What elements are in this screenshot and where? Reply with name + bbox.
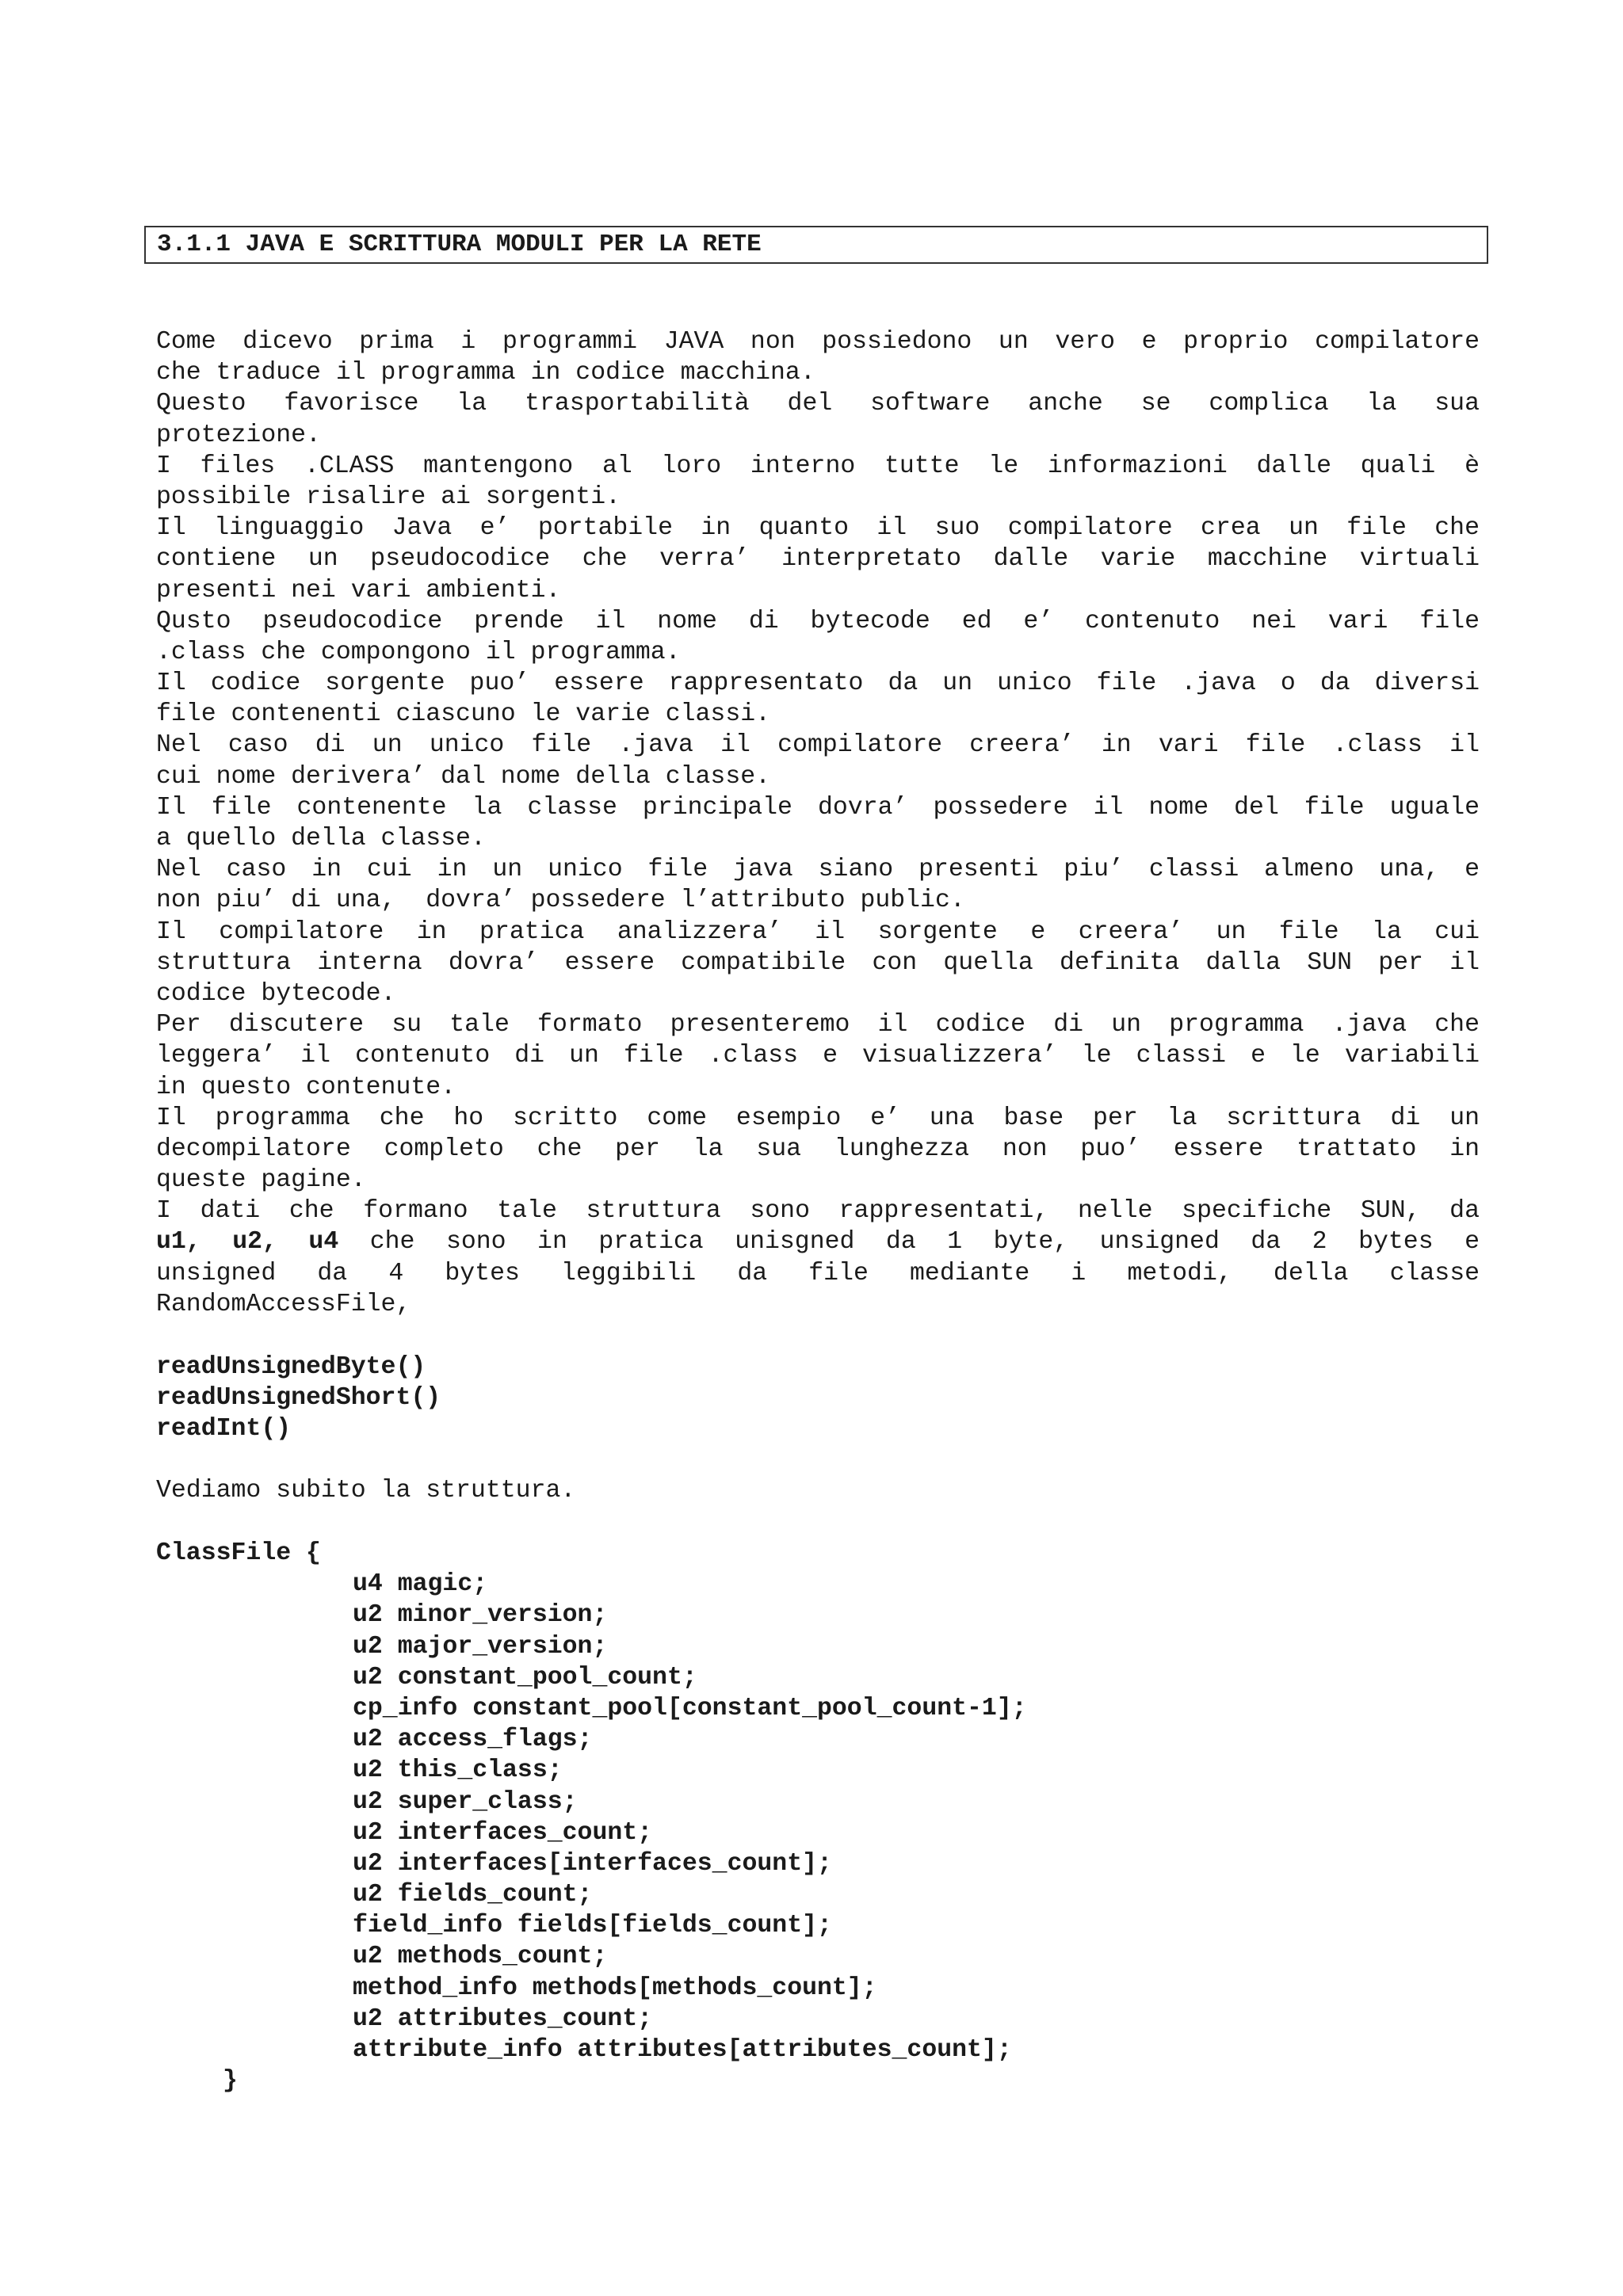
body-line: .class che compongono il programma. [156,638,681,666]
body-line: Questo favorisce la trasportabilità del software anche se complica la sua [156,390,1480,418]
code-field: u2 interfaces[interfaces_count]; [353,1849,832,1878]
code-field: u2 fields_count; [353,1881,593,1909]
code-field: method_info methods[methods_count]; [353,1974,877,2002]
body-line: contiene un pseudocodice che verra’ interpretato dalle varie macchine virtuali [156,545,1480,574]
body-line: che traduce il programma in codice macchina. [156,359,815,387]
code-open: ClassFile { [156,1539,321,1567]
body-paragraph-lines [156,326,1480,1226]
body-line: queste pagine. [156,1166,366,1195]
code-field: u2 super_class; [353,1787,578,1816]
body-line: decompilatore completo che per la sua lunghezza non puo’ essere trattato in [156,1135,1480,1163]
body-line: RandomAccessFile, [156,1290,411,1318]
code-field: u2 interfaces_count; [353,1818,653,1847]
body-tail-lines [156,1258,1480,1320]
code-field: u2 this_class; [353,1756,563,1785]
types-line [156,1226,1480,1257]
classfile-code [156,1538,1027,2096]
body-line: protezione. [156,421,321,449]
body-line: possibile risalire ai sorgenti. [156,482,621,511]
section-heading: 3.1.1 JAVA E SCRITTURA MODULI PER LA RETE [144,226,1488,264]
body-line: Il compilatore in pratica analizzera’ il sorgente e creera’ un file la cui [156,917,1480,946]
code-field: u2 access_flags; [353,1726,593,1754]
types-rest: che sono in pratica unisgned da 1 byte, unsigned da 2 bytes e [338,1228,1480,1257]
body-line: presenti nei vari ambienti. [156,576,561,605]
body-line: file contenenti ciascuno le varie classi. [156,700,771,729]
structure-intro: Vediamo subito la struttura. [156,1477,576,1505]
body-line: in questo contenute. [156,1073,456,1101]
body-line: Qusto pseudocodice prende il nome di bytecode ed e’ contenuto nei vari file [156,607,1480,635]
code-field: u2 attributes_count; [353,2004,653,2033]
body-line: struttura interna dovra’ essere compatibile con quella definita dalla SUN per il [156,948,1480,977]
code-field: u2 constant_pool_count; [353,1663,697,1691]
method-item: readUnsignedByte() [156,1353,426,1381]
code-field: u2 methods_count; [353,1943,608,1971]
body-line: Nel caso in cui in un unico file java siano presenti piu’ classi almeno una, e [156,856,1480,884]
body-line: Il linguaggio Java e’ portabile in quanto il suo compilatore crea un file che [156,514,1480,543]
body-line: Il programma che ho scritto come esempio e’ una base per la scrittura di un [156,1104,1480,1132]
types-bold: u1, u2, u4 [156,1228,339,1257]
method-item: readInt() [156,1415,292,1444]
body-line: I files .CLASS mantengono al loro interno tutte le informazioni dalle quali è [156,452,1480,480]
body-line: non piu’ di una, dovra’ possedere l’attributo public. [156,887,965,915]
body-line: Nel caso di un unico file .java il compilatore creera’ in vari file .class il [156,731,1480,760]
code-field: u4 magic; [353,1570,488,1599]
code-field: u2 major_version; [353,1632,608,1661]
code-field: u2 minor_version; [353,1601,608,1630]
body-line: I dati che formano tale struttura sono rappresentati, nelle specifiche SUN, da [156,1197,1480,1226]
body-line: unsigned da 4 bytes leggibili da file mediante i metodi, della classe [156,1259,1480,1287]
code-field: cp_info constant_pool[constant_pool_count-1]; [353,1694,1027,1722]
body-line: Il file contenente la classe principale dovra’ possedere il nome del file uguale [156,793,1480,822]
method-item: readUnsignedShort() [156,1384,441,1413]
body-text [156,326,1480,1320]
code-field: field_info fields[fields_count]; [353,1912,832,1940]
code-close: } [223,2067,238,2096]
code-fields [156,1569,1027,2065]
body-line: Come dicevo prima i programmi JAVA non possiedono un vero e proprio compilatore [156,328,1480,356]
body-line: Per discutere su tale formato presenteremo il codice di un programma .java che [156,1011,1480,1039]
code-field: attribute_info attributes[attributes_count]; [353,2036,1012,2064]
method-list [156,1352,1480,1445]
body-line: cui nome derivera’ dal nome della classe. [156,762,771,791]
body-line: Il codice sorgente puo’ essere rappresentato da un unico file .java o da diversi [156,669,1480,698]
body-line: codice bytecode. [156,979,396,1008]
body-line: leggera’ il contenuto di un file .class e visualizzera’ le classi e le variabili [156,1042,1480,1070]
body-line: a quello della classe. [156,825,486,852]
